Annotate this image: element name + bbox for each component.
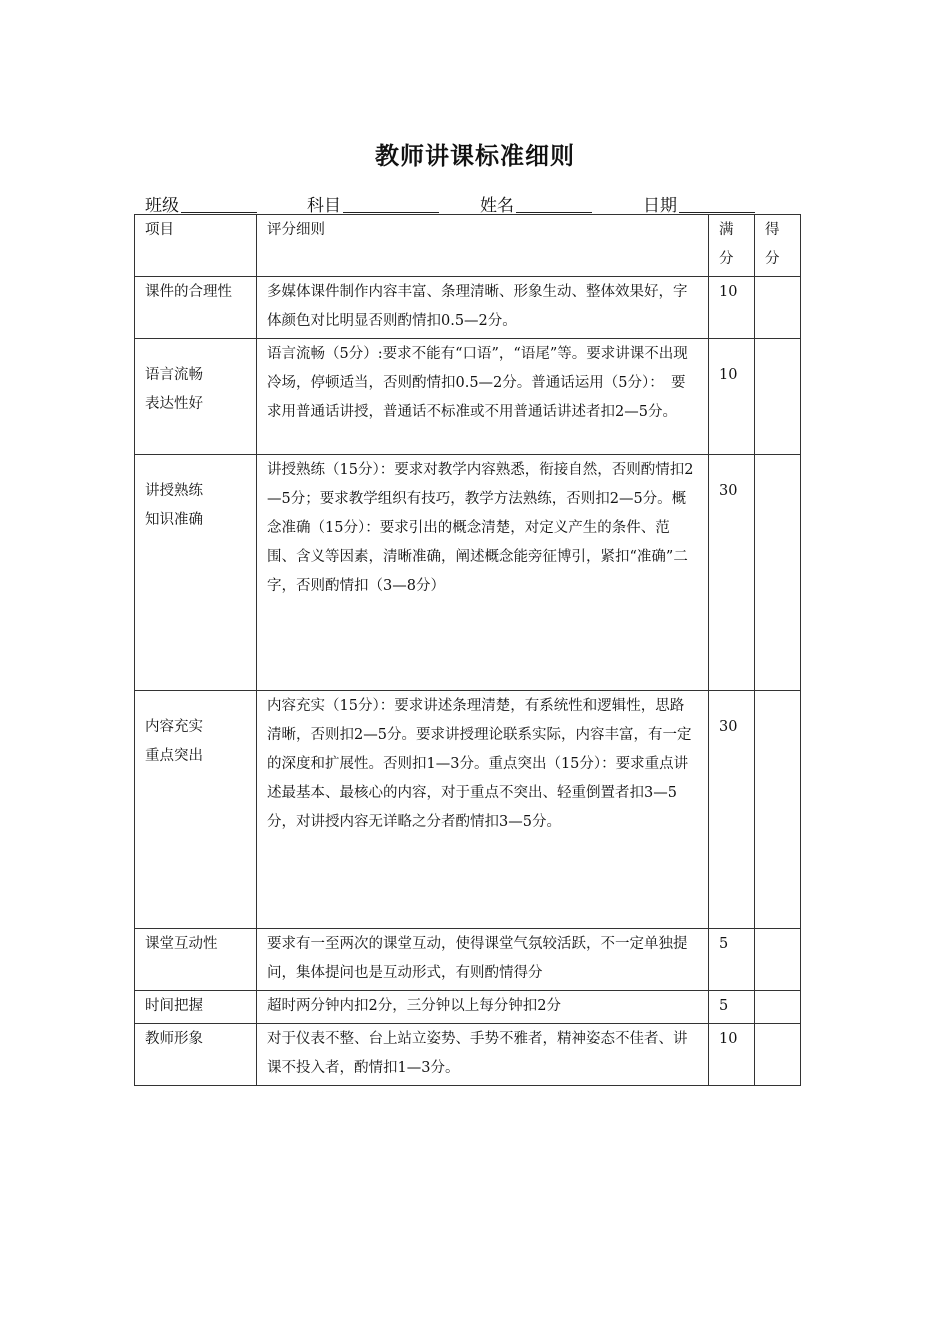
header-full-line2: 分 <box>719 251 734 267</box>
row-full-score: 10 <box>709 339 755 455</box>
table-row <box>135 929 801 991</box>
table-header-row <box>135 215 801 277</box>
table-row <box>135 339 801 455</box>
table-row <box>135 991 801 1024</box>
row-item-line: 重点突出 <box>145 748 203 764</box>
name-label: 姓名 <box>480 196 514 216</box>
row-item <box>135 455 257 691</box>
header-detail: 评分细则 <box>257 215 709 277</box>
row-item-line: 内容充实 <box>145 719 203 735</box>
row-item-line: 语言流畅 <box>145 367 203 383</box>
class-label: 班级 <box>145 196 179 216</box>
row-detail: 要求有一至两次的课堂互动，使得课堂气氛较活跃，不一定单独提问，集体提问也是互动形式，有则酌情得分 <box>257 929 709 991</box>
row-item <box>135 339 257 455</box>
row-item-line: 教师形象 <box>145 1031 203 1047</box>
header-score <box>755 215 801 277</box>
row-full-score: 30 <box>709 691 755 929</box>
row-detail: 内容充实（15分）：要求讲述条理清楚，有系统性和逻辑性，思路清晰，否则扣2—5分。要求讲授理论联系实际，内容丰富，有一定的深度和扩展性。否则扣1—3分。重点突出（15分）：要求重点讲述最基本、最核心的内容，对于重点不突出、轻重倒置者扣3—5分，对讲授内容无详略之分者酌情扣3—5分。 <box>257 691 709 929</box>
row-item <box>135 929 257 991</box>
row-detail: 讲授熟练（15分）：要求对教学内容熟悉，衔接自然，否则酌情扣2—5分；要求教学组织有技巧，教学方法熟练，否则扣2—5分。概念准确（15分）：要求引出的概念清楚，对定义产生的条件、范围、含义等因素，清晰准确，阐述概念能旁征博引，紧扣“准确”二字，否则酌情扣（3—8分） <box>257 455 709 691</box>
row-item-line: 表达性好 <box>145 396 203 412</box>
subject-field[interactable] <box>307 191 439 216</box>
header-full-score <box>709 215 755 277</box>
row-score-cell[interactable] <box>755 691 801 929</box>
row-full-score: 5 <box>709 929 755 991</box>
class-blank[interactable] <box>181 194 257 213</box>
row-full-score: 5 <box>709 991 755 1024</box>
date-label: 日期 <box>643 196 677 216</box>
scoring-table <box>134 214 801 1086</box>
row-score-cell[interactable] <box>755 1024 801 1086</box>
header-full-line1: 满 <box>719 222 734 238</box>
row-item-line: 课堂互动性 <box>145 936 218 952</box>
row-item-line: 时间把握 <box>145 998 203 1014</box>
date-field[interactable] <box>643 191 755 216</box>
row-item-line: 课件的合理性 <box>145 284 232 300</box>
row-item <box>135 691 257 929</box>
row-score-cell[interactable] <box>755 929 801 991</box>
row-item <box>135 991 257 1024</box>
form-meta-line <box>145 191 805 215</box>
table-row <box>135 691 801 929</box>
date-blank[interactable] <box>679 194 755 213</box>
table-row <box>135 1024 801 1086</box>
subject-blank[interactable] <box>343 194 439 213</box>
subject-label: 科目 <box>307 196 341 216</box>
page-title: 教师讲课标准细则 <box>375 141 575 170</box>
row-item-line: 讲授熟练 <box>145 483 203 499</box>
row-item <box>135 1024 257 1086</box>
row-full-score: 30 <box>709 455 755 691</box>
header-item: 项目 <box>135 215 257 277</box>
row-item-line: 知识准确 <box>145 512 203 528</box>
row-detail: 多媒体课件制作内容丰富、条理清晰、形象生动、整体效果好，字体颜色对比明显否则酌情扣0.5—2分。 <box>257 277 709 339</box>
row-detail: 超时两分钟内扣2分，三分钟以上每分钟扣2分 <box>257 991 709 1024</box>
header-score-line2: 分 <box>765 251 780 267</box>
row-score-cell[interactable] <box>755 455 801 691</box>
row-full-score: 10 <box>709 277 755 339</box>
row-detail: 对于仪表不整、台上站立姿势、手势不雅者，精神姿态不佳者、讲课不投入者，酌情扣1—3分。 <box>257 1024 709 1086</box>
header-score-line1: 得 <box>765 222 780 238</box>
row-score-cell[interactable] <box>755 277 801 339</box>
row-score-cell[interactable] <box>755 991 801 1024</box>
row-item <box>135 277 257 339</box>
row-full-score: 10 <box>709 1024 755 1086</box>
table-row <box>135 277 801 339</box>
name-field[interactable] <box>480 191 592 216</box>
row-score-cell[interactable] <box>755 339 801 455</box>
table-row <box>135 455 801 691</box>
row-detail: 语言流畅（5分）:要求不能有“口语”，“语尾”等。要求讲课不出现冷场，停顿适当，否则酌情扣0.5—2分。普通话运用（5分）： 要求用普通话讲授，普通话不标准或不用普通话讲述者扣2—5分。 <box>257 339 709 455</box>
name-blank[interactable] <box>516 194 592 213</box>
class-field[interactable] <box>145 191 257 216</box>
